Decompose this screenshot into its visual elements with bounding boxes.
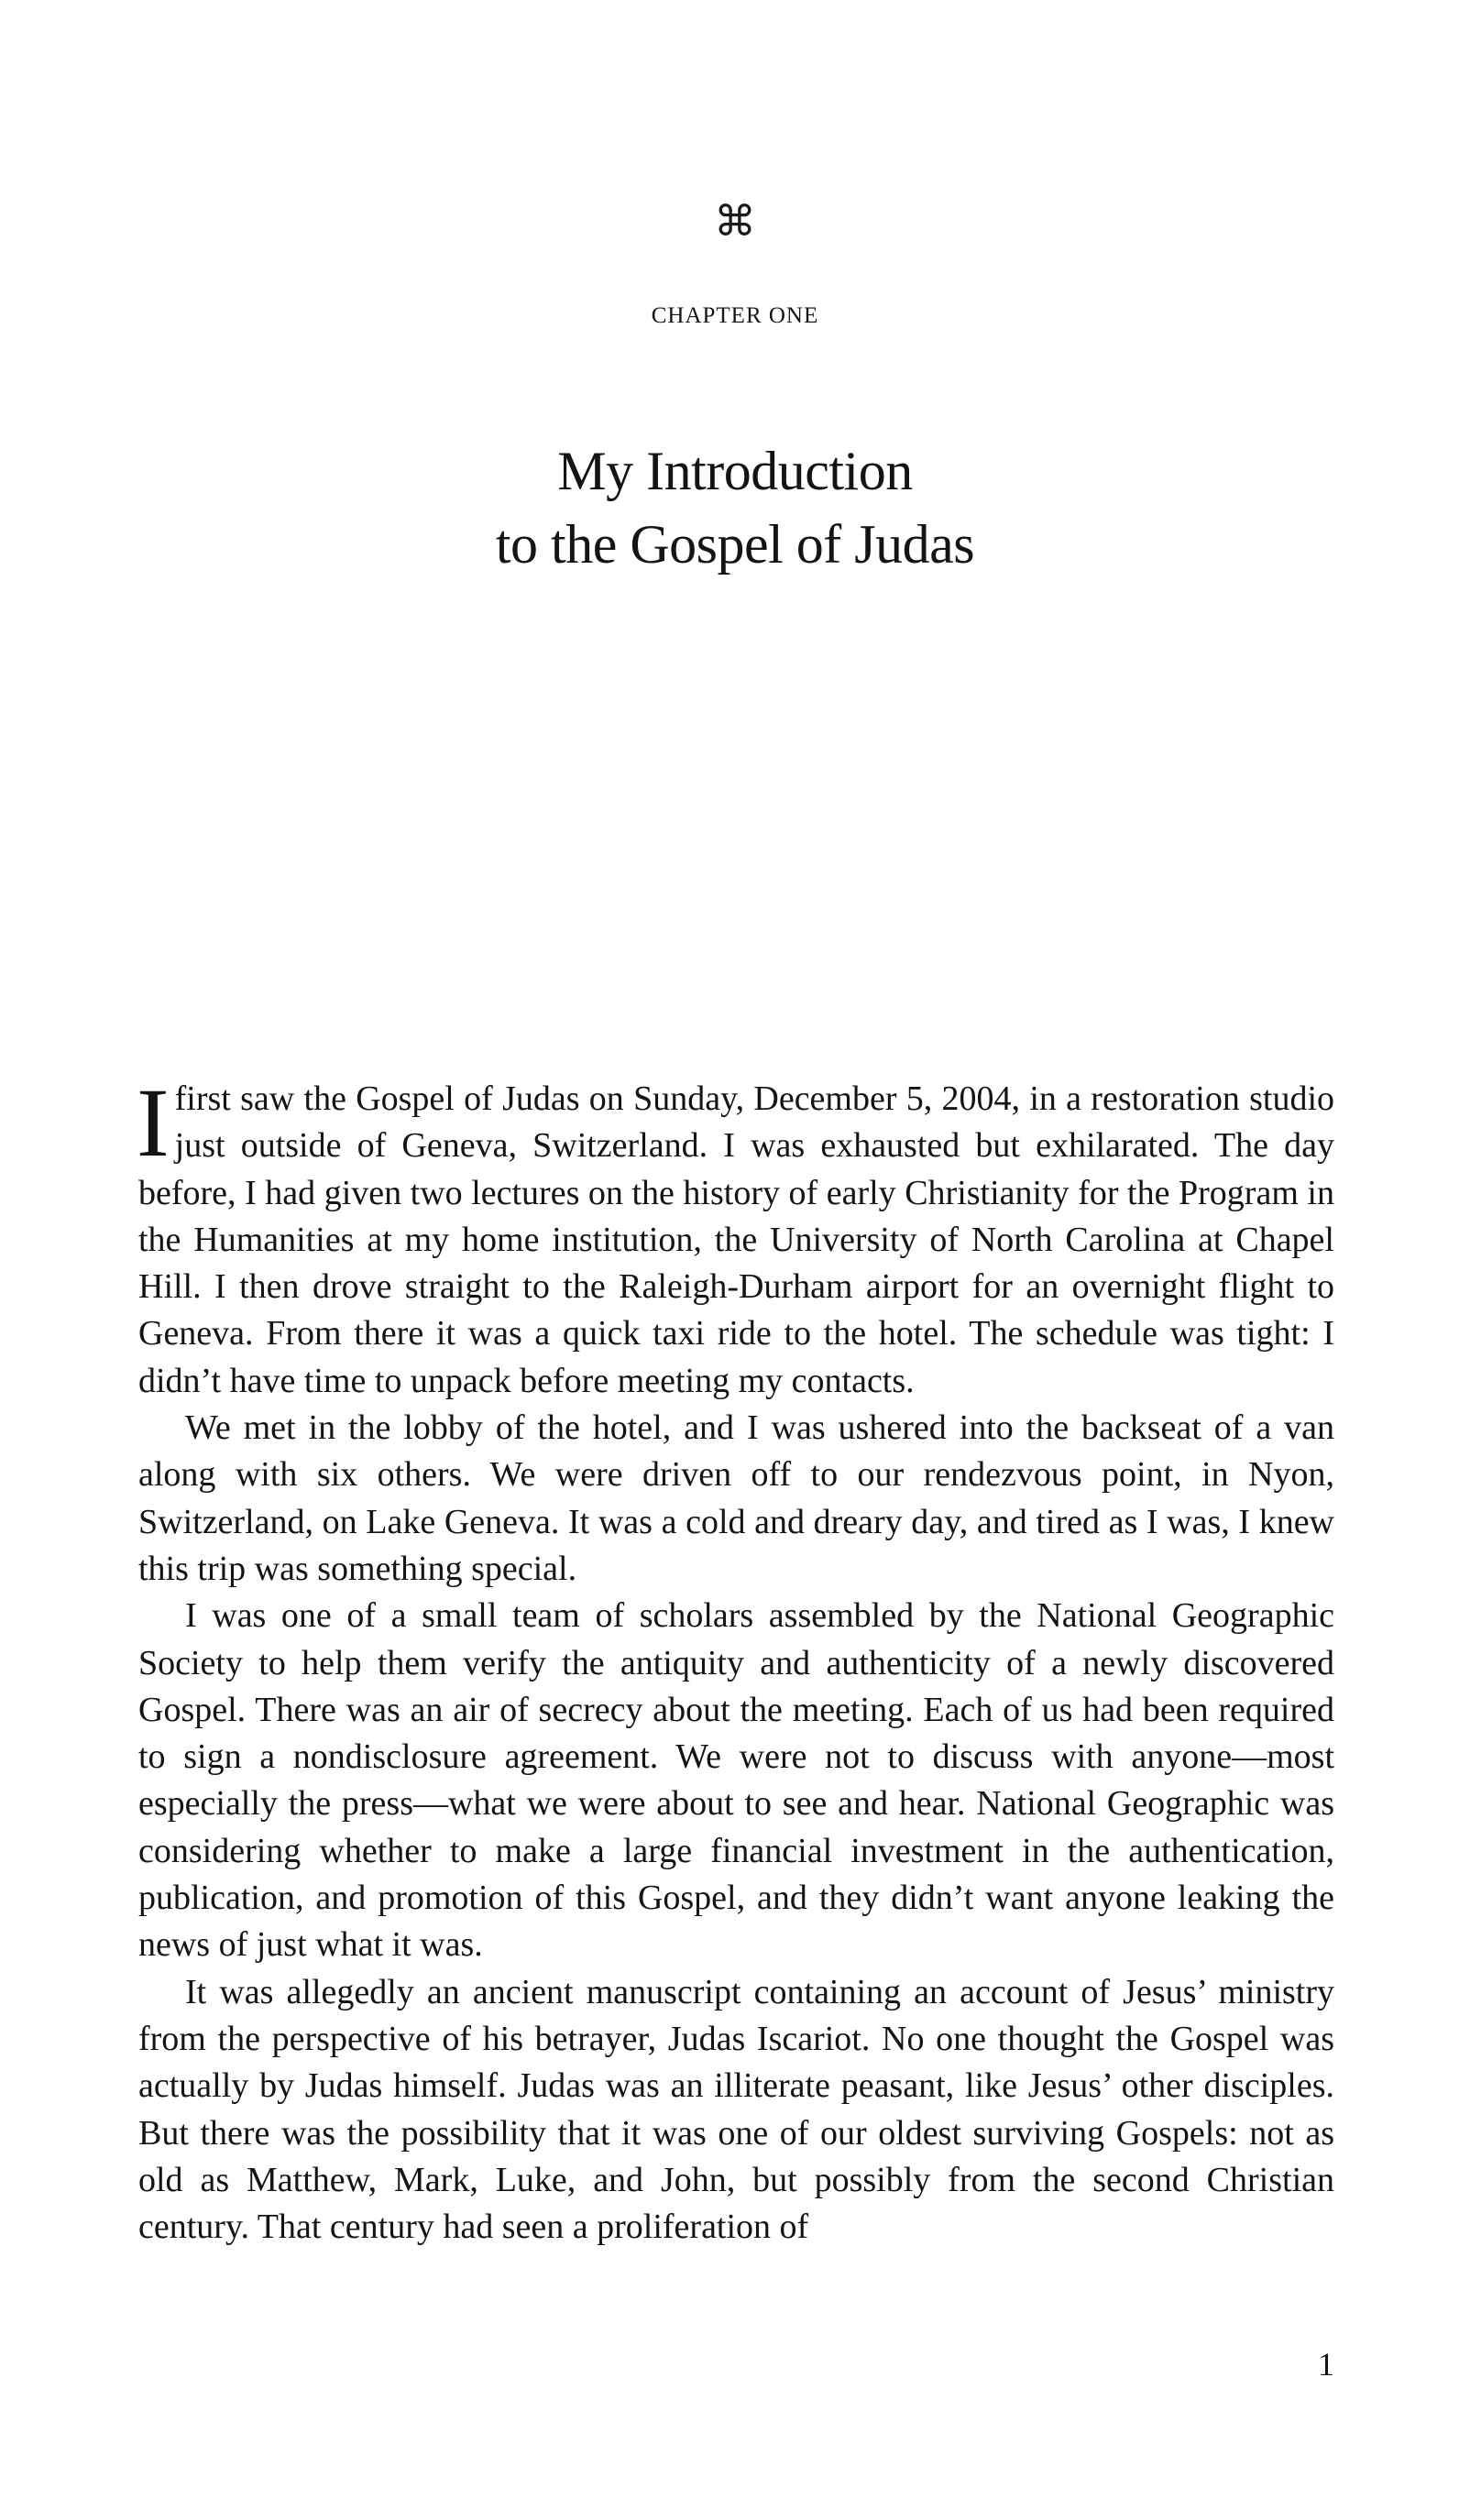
chapter-label: CHAPTER ONE [651,303,819,328]
body-text [137,1069,1334,2251]
paragraph-1-text: first saw the Gospel of Judas on Sunday, December 5, 2004, in a restoration studio just outside of Geneva, Switzerland. I was exhausted but exhilarated. The day before, I had given two lectures on the history of early Christianity for the Program in the Humanities at my home institution, the University of North Carolina at Chapel Hill. I then drove straight to the Raleigh-Durham airport for an overnight flight to Geneva. From there it was a quick taxi ride to the hotel. The schedule was tight: I didn’t have time to unpack before meeting my contacts. [138,1079,1334,1400]
chapter-title-line-2: to the Gospel of Judas [495,514,975,575]
chapter-title [0,434,1470,581]
drop-cap: I [137,1069,170,1178]
paragraph-3: I was one of a small team of scholars assembled by the National Geographic Society to help them verify the antiquity and authenticity of a newly discovered Gospel. There was an air of secrecy about the meeting. Each of us had been required to sign a nondisclosure agreement. We were not to discuss with anyone—most especially the press—what we were about to see and hear. National Geographic was considering whether to make a large financial investment in the authentication, publication, and promotion of this Gospel, and they didn’t want anyone leaking the news of just what it was. [138,1596,1334,1965]
chapter-title-line-1: My Introduction [557,441,913,501]
paragraph-2: We met in the lobby of the hotel, and I was ushered into the backseat of a van along with six others. We were driven off to our rendezvous point, in Nyon, Switzerland, on Lake Geneva. It was a cold and dreary day, and tired as I was, I knew this trip was something special. [138,1408,1334,1588]
paragraph-4: It was allegedly an ancient manuscript containing an account of Jesus’ ministry from the perspective of his betrayer, Judas Iscariot. No one thought the Gospel was actually by Judas himself. Judas was an illiterate peasant, like Jesus’ other disciples. But there was the possibility that it was one of our oldest surviving Gospels: not as old as Matthew, Mark, Luke, and John, but possibly from the second Christian century. That century had seen a proliferation of [138,1972,1334,2247]
paragraph-1 [137,1069,1334,1405]
page-number: 1 [1318,2346,1334,2383]
command-key-ornament-icon: ⌘ [714,196,756,246]
